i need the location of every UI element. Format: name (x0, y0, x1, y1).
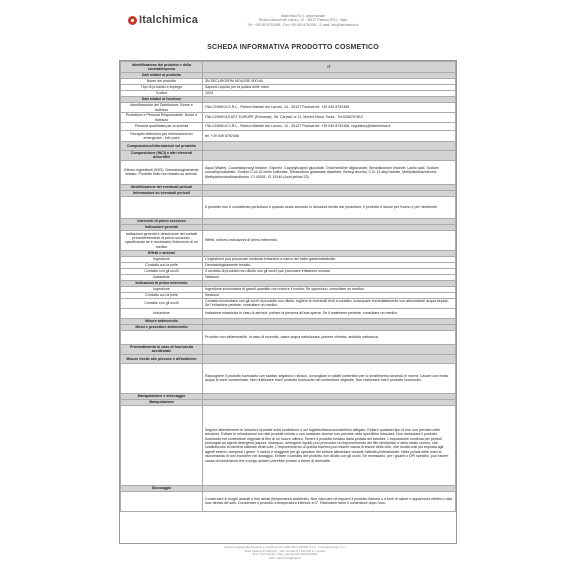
row-label: Indicazioni generali e descrizione dei contatti precedentemente di primo soccorso, specificando se è necessario l'intervento di un medico (121, 230, 203, 250)
table-row (121, 298, 456, 308)
row-value: Effetti, sintomi, indicazioni di primo intervento. (203, 230, 456, 250)
ingredients-label: Elenco ingredienti (INCI). Dermatologicamente testato. Prodotto finito non testato su animali. (121, 160, 203, 184)
table-row (121, 113, 456, 123)
section-title: Interventi di primo soccorso (121, 218, 203, 224)
section-title: Indicazioni di primo intervento (121, 280, 203, 286)
spill-text: Raccogliere il prodotto fuoriuscito con sabbia, segatura o stracci, convogliare in adatti contenitori per lo smaltimento secondo le norme. Lavare con molta acqua le zone contaminate. Non riutilizzare mai il prodotto fuoriuscito nel contenitore originale. Non riutilizzare mai il prodotto fuoriuscito. (203, 363, 456, 393)
table-row (121, 308, 456, 318)
table-row (121, 123, 456, 131)
section-title: Provvedimento in caso di fuoriuscita accidentale (121, 344, 203, 354)
section-title: Identificazione del prodotto e della società/impresa (121, 62, 203, 73)
section-title: Dati relativi al fornitore (121, 97, 203, 103)
language-code: IT (203, 62, 456, 73)
section-title: Misure rivolte alle persone e all'ambiente (121, 354, 203, 363)
section-title: Manipolazione (121, 399, 203, 405)
handling-text: Seguire attentamente le istruzioni riportate sulla confezione o sul foglietto/fascicolo/cartellino allegato. Evitare qualsiasi tipo di uso non previsto nelle istruzioni. Evitare le miscelazioni con altri prodotti chimici o con sostanze diverse non previste nelle specifiche istruzioni. Non mescolare il prodotto fuoriuscito nel contenitore originale al fine di un nuovo utilizzo. Tenere il prodotto lontano dalla portata dei bambini. L'esposizione continua per periodi prolungati ad agenti detergenti (saponi, shampoo, detergenti liquidi) può provocare un impoverimento del film idrolipidico e dello strato corneo, che costituiscono la barriera naturale della cute. L'impoverimento di questa barriera può essere causa di lesioni della cute, che risulta così più esposta agli agenti esterni, compresi i germi. Il rischio è maggiore per gli operatori del settore alimentare durante l'attività professionale. Nella pulizia delle mani si raccomanda di non eccedere nel dosaggio. Evitare il contatto del prodotto non diluito con gli occhi. Se necessario, per i guanti o DPI specifici, può essere causa di intolleranza che a lungo andare potrebbe portare a forme di dermatite. (203, 405, 456, 485)
row-label: Tipo di prodotto e impiego (121, 85, 203, 91)
table-row (121, 230, 456, 250)
row-value: 1029 (203, 91, 456, 97)
row-value: Nessuno (203, 274, 456, 280)
header-line-1: Italchimica S.r.l. unipersonale (280, 14, 326, 18)
section-composizione (121, 142, 456, 151)
section-identificazione (121, 62, 456, 73)
section-title: Manipolazione e stoccaggio (121, 393, 203, 399)
row-label: Ingestione (121, 256, 203, 262)
logo-mark-icon (128, 16, 137, 25)
row-value: Inalazione massiccia in caso di aerosol: portare la persona all'aria aperta. Se il malessere persiste, consultare un medico. (203, 308, 456, 318)
row-value: Dermatologicamente testato. (203, 262, 456, 268)
fire-text: Prodotto non infiammabile. In caso di incendio, usare acqua nebulizzata, polvere chimica, anidride carbonica (203, 330, 456, 344)
row-value: ITALCHIMICA S.R.L., Riviera Maestri del Lavoro, 10 - 35127 Padova tel: +39 049 8792458 (203, 103, 456, 113)
row-label: Contatto con la pelle (121, 292, 203, 298)
row-label: Ingestione (121, 286, 203, 292)
footer-line-3: Prov. Cod. Fiscale - Reg. Imprese PD 04070430281 (252, 552, 318, 557)
header-line-3: Tel. +39 049 8792458 - Fax +39 049 8792454 - E-mail: info@italchimica.it (247, 22, 359, 27)
table-row (121, 363, 456, 393)
footer-line-4: PEC: italchimica@legal.it (269, 555, 301, 560)
row-value: L'ingestione può provocare modesta irritazione a carico del tratto gastrointestinale. (203, 256, 456, 262)
row-value: ITALCHIMICA S.R.L., Riviera Maestri del Lavoro, 10 - 35127 Padova tel: +39 049 8792458, regulatory@italchimica.it (203, 123, 456, 131)
section-fuoriuscita (121, 344, 456, 354)
storage-text: Conservare in luoghi asciutti e ben aerati (temperatura ambiente). Non ridurcare né esporre il prodotto fiamma o a fonti di calore o apparecchi elettrici o alla luce diretta del sole. Conservare il prodotto a temperatura inferiore a 0°. Richiudere bene il contenitore dopo l'uso. (203, 491, 456, 511)
row-label: Inalazione (121, 308, 203, 318)
row-label: Codice (121, 91, 203, 97)
row-value: 3N SECURGERM MOUSSE 600 ML (203, 79, 456, 85)
section-title: Indicazioni generali (121, 224, 203, 230)
row-label: Persona qualificata per la scheda (121, 123, 203, 131)
company-logo (128, 14, 198, 26)
row-label: Contatto con gli occhi (121, 298, 203, 308)
section-title: Stoccaggio (121, 485, 203, 491)
company-header-info (218, 14, 388, 27)
row-value: tel. +39 049 8792458 (203, 131, 456, 142)
row-label: Produttore e Persona Responsabile: Nome e Indirizzo (121, 113, 203, 123)
table-row (121, 103, 456, 113)
hazards-text: Il prodotto non è considerato pericoloso e quando usato secondo le istruzioni fornite dal produttore, il prodotto è sicuro per l'uomo e per l'ambiente. (203, 196, 456, 218)
row-value: Nessuno (203, 292, 456, 298)
row-label: Recapito telefonico per informazioni ed emergenza - Info point (121, 131, 203, 142)
table-row (121, 491, 456, 511)
info-sheet-table (119, 60, 457, 544)
document-title: SCHEDA INFORMATIVA PRODOTTO COSMETICO (207, 44, 379, 51)
table-row (121, 405, 456, 485)
section-title: Misure antincendio (121, 318, 203, 324)
section-title: Dati relativi al prodotto (121, 73, 203, 79)
section-composizione-ingredienti (121, 151, 456, 161)
section-title: Effetti e sintomi (121, 250, 203, 256)
table-row (121, 160, 456, 184)
section-misure-persone (121, 354, 456, 363)
section-title: Informazioni su eventuali pericoli (121, 190, 203, 196)
section-title: Composizione (INCI) e altri elementi descrittivi (121, 151, 203, 161)
table-row (121, 131, 456, 142)
document-footer (180, 546, 390, 560)
row-value: Il contatto di prodotto non diluito con gli occhi può provocare irritazione oculare. (203, 268, 456, 274)
row-label: Nome del prodotto (121, 79, 203, 85)
row-value: Contatto involontario con gli occhi di prodotto non diluito: togliere le eventuali lenti a contatto, sciacquare immediatamente con abbondante acqua tiepida. Se l'irritazione persiste, consultare un medico. (203, 298, 456, 308)
header-line-2: Riviera Maestri del Lavoro, 10 - 35127 Padova (PD) - Italia (258, 18, 347, 23)
row-value: Ingestione involontaria di grandi quantità: non indurre il vomito. Se opportuno, consultare un medico. (203, 286, 456, 292)
section-title: Mezzi e procedure antincendio (121, 324, 203, 330)
table-row (121, 196, 456, 218)
logo-text: Italchimica (139, 14, 199, 26)
row-value: ITALCHIMICA EAST EUROPE (Romania), Str. Carpati, nr.11, Moreni Nova, Tonia - Tel:0268707812 (203, 113, 456, 123)
footer-line-1: Società soggetta alla direzione e coordinamento della ORO-SIOSPA S.p.A., in Aconia Gruppo S.r.l. (223, 545, 347, 549)
section-title: Composizione/informazioni sul prodotto (121, 142, 203, 151)
footer-line-2: Sede Padova (P. IVA/VAT) - Cap. Sociale € 1.100.000 int. versato (244, 548, 326, 553)
ingredients-list: Aqua (Water), Cocamidopropyl betaine, Glycerin, Caprylyl/capryl glucoside, Chlorhexidine digluconate, Benzalkonium chloride, Lactic acid, Sodium cocoamphoacetate, Sodium C14-16 olefin sulfonate, Tetrasodium glutamate diacetate, Benzyl alcohol, C12-13 alkyl lactate, Methylisothiazolinone, Methylchloroisothiazolinone, CI 42051, CI 19140 (Acid yellow 23). (203, 160, 456, 184)
table-row (121, 330, 456, 344)
section-title: Identificazione dei eventuali pericoli (121, 184, 203, 190)
row-label: Contatto con la pelle (121, 262, 203, 268)
row-label: Contatto con gli occhi (121, 268, 203, 274)
row-value: Sapone Liquido per la pulizia delle mani (203, 85, 456, 91)
row-label: Inalazione (121, 274, 203, 280)
row-label: Identificazione del Distributore: Nome e Indirizzo (121, 103, 203, 113)
